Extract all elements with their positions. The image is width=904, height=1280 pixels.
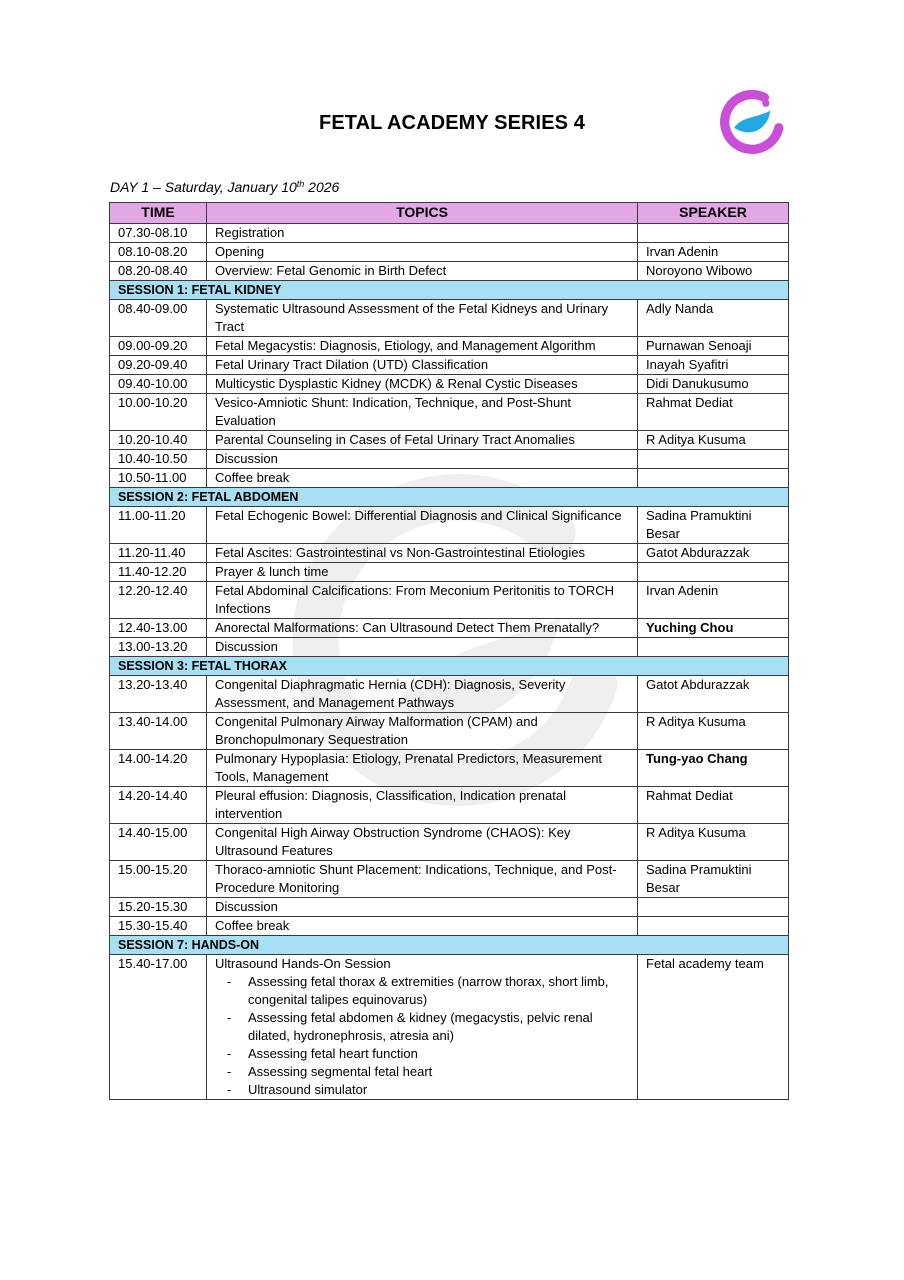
topic-text: Fetal Urinary Tract Dilation (UTD) Classification	[215, 357, 489, 372]
topic-text: Multicystic Dysplastic Kidney (MCDK) & Renal Cystic Diseases	[215, 376, 578, 391]
topic-text: Congenital Diaphragmatic Hernia (CDH): Diagnosis, Severity Assessment, and Management Pathways	[215, 677, 566, 710]
speaker-cell: R Aditya Kusuma	[638, 713, 789, 750]
time-cell: 15.00-15.20	[110, 861, 207, 898]
topic-cell	[207, 563, 638, 582]
topic-text: Thoraco-amniotic Shunt Placement: Indications, Technique, and Post-Procedure Monitoring	[215, 862, 617, 895]
topic-cell	[207, 375, 638, 394]
speaker-cell: Purnawan Senoaji	[638, 337, 789, 356]
topic-cell	[207, 469, 638, 488]
speaker-cell: Sadina Pramuktini Besar	[638, 861, 789, 898]
table-row	[110, 898, 789, 917]
table-row	[110, 713, 789, 750]
speaker-cell: R Aditya Kusuma	[638, 431, 789, 450]
table-row	[110, 224, 789, 243]
time-cell: 12.20-12.40	[110, 582, 207, 619]
table-row	[110, 450, 789, 469]
topic-cell	[207, 356, 638, 375]
topic-cell	[207, 582, 638, 619]
table-row	[110, 544, 789, 563]
table-header-row	[110, 203, 789, 224]
session-title: SESSION 1: FETAL KIDNEY	[110, 281, 789, 300]
topic-text: Pulmonary Hypoplasia: Etiology, Prenatal Predictors, Measurement Tools, Management	[215, 751, 603, 784]
time-cell: 13.40-14.00	[110, 713, 207, 750]
table-row	[110, 582, 789, 619]
topic-cell	[207, 619, 638, 638]
table-row	[110, 861, 789, 898]
topic-cell	[207, 337, 638, 356]
time-cell: 10.20-10.40	[110, 431, 207, 450]
page-title: FETAL ACADEMY SERIES 4	[319, 112, 585, 134]
topic-cell	[207, 824, 638, 861]
topic-text: Coffee break	[215, 918, 290, 933]
speaker-cell: Irvan Adenin	[638, 243, 789, 262]
time-cell: 14.40-15.00	[110, 824, 207, 861]
speaker-cell	[638, 224, 789, 243]
list-item: - Assessing fetal heart function	[227, 1045, 631, 1063]
topic-text: Congenital Pulmonary Airway Malformation (CPAM) and Bronchopulmonary Sequestration	[215, 714, 538, 747]
topic-cell	[207, 861, 638, 898]
topic-text: Prayer & lunch time	[215, 564, 329, 579]
time-cell: 09.40-10.00	[110, 375, 207, 394]
topic-text: Fetal Abdominal Calcifications: From Meconium Peritonitis to TORCH Infections	[215, 583, 615, 616]
topic-text: Discussion	[215, 451, 278, 466]
topic-cell	[207, 955, 638, 1100]
list-item: - Assessing fetal abdomen & kidney (megacystis, pelvic renal dilated, hydronephrosis, atresia ani)	[227, 1009, 631, 1045]
session-row	[110, 281, 789, 300]
topic-cell	[207, 713, 638, 750]
table-row	[110, 750, 789, 787]
topic-text: Registration	[215, 225, 285, 240]
speaker-cell: Didi Danukusumo	[638, 375, 789, 394]
speaker-cell	[638, 638, 789, 657]
session-row	[110, 488, 789, 507]
topic-cell	[207, 638, 638, 657]
time-cell: 09.20-09.40	[110, 356, 207, 375]
time-cell: 10.40-10.50	[110, 450, 207, 469]
speaker-cell: Fetal academy team	[638, 955, 789, 1100]
schedule-table	[109, 202, 789, 1100]
speaker-cell	[638, 898, 789, 917]
topic-text: Systematic Ultrasound Assessment of the Fetal Kidneys and Urinary Tract	[215, 301, 609, 334]
time-cell: 08.40-09.00	[110, 300, 207, 337]
list-item: - Ultrasound simulator	[227, 1081, 631, 1099]
topic-cell	[207, 507, 638, 544]
speaker-cell: Gatot Abdurazzak	[638, 676, 789, 713]
table-row	[110, 469, 789, 488]
speaker-cell: Irvan Adenin	[638, 582, 789, 619]
table-row	[110, 638, 789, 657]
topic-text: Anorectal Malformations: Can Ultrasound Detect Them Prenatally?	[215, 620, 600, 635]
table-row	[110, 955, 789, 1100]
time-cell: 08.10-08.20	[110, 243, 207, 262]
topic-text: Parental Counseling in Cases of Fetal Urinary Tract Anomalies	[215, 432, 575, 447]
speaker-cell	[638, 469, 789, 488]
session-row	[110, 936, 789, 955]
topic-text: Pleural effusion: Diagnosis, Classification, Indication prenatal intervention	[215, 788, 566, 821]
list-item: - Assessing segmental fetal heart	[227, 1063, 631, 1081]
time-cell: 13.00-13.20	[110, 638, 207, 657]
topic-cell	[207, 544, 638, 563]
topic-text: Coffee break	[215, 470, 290, 485]
speaker-cell: Rahmat Dediat	[638, 394, 789, 431]
time-cell: 13.20-13.40	[110, 676, 207, 713]
table-row	[110, 676, 789, 713]
time-cell: 10.00-10.20	[110, 394, 207, 431]
table-row	[110, 394, 789, 431]
header-topics: TOPICS	[207, 203, 638, 224]
day-heading: DAY 1 – Saturday, January 10th 2026	[110, 179, 340, 195]
header-time: TIME	[110, 203, 207, 224]
topic-text: Opening	[215, 244, 265, 259]
table-row	[110, 243, 789, 262]
topic-text: Fetal Megacystis: Diagnosis, Etiology, and Management Algorithm	[215, 338, 596, 353]
table-row	[110, 262, 789, 281]
time-cell: 11.40-12.20	[110, 563, 207, 582]
table-row	[110, 431, 789, 450]
topic-text: Fetal Echogenic Bowel: Differential Diagnosis and Clinical Significance	[215, 508, 622, 523]
speaker-cell: Sadina Pramuktini Besar	[638, 507, 789, 544]
topic-cell	[207, 787, 638, 824]
header-speaker: SPEAKER	[638, 203, 789, 224]
topic-cell	[207, 224, 638, 243]
speaker-cell	[638, 563, 789, 582]
topic-cell	[207, 262, 638, 281]
table-row	[110, 917, 789, 936]
session-title: SESSION 3: FETAL THORAX	[110, 657, 789, 676]
topic-text: Vesico-Amniotic Shunt: Indication, Technique, and Post-Shunt Evaluation	[215, 395, 572, 428]
table-row	[110, 619, 789, 638]
speaker-cell: Gatot Abdurazzak	[638, 544, 789, 563]
time-cell: 14.20-14.40	[110, 787, 207, 824]
table-row	[110, 337, 789, 356]
time-cell: 14.00-14.20	[110, 750, 207, 787]
topic-cell	[207, 243, 638, 262]
topic-text: Ultrasound Hands-On Session	[215, 956, 391, 971]
list-item: - Assessing fetal thorax & extremities (narrow thorax, short limb, congenital talipes equinovarus)	[227, 973, 631, 1009]
time-cell: 07.30-08.10	[110, 224, 207, 243]
time-cell: 15.40-17.00	[110, 955, 207, 1100]
session-title: SESSION 2: FETAL ABDOMEN	[110, 488, 789, 507]
topic-text: Discussion	[215, 899, 278, 914]
speaker-cell	[638, 917, 789, 936]
time-cell: 08.20-08.40	[110, 262, 207, 281]
speaker-cell: Rahmat Dediat	[638, 787, 789, 824]
session-title: SESSION 7: HANDS-ON	[110, 936, 789, 955]
topic-cell	[207, 450, 638, 469]
table-row	[110, 787, 789, 824]
speaker-cell: Yuching Chou	[638, 619, 789, 638]
time-cell: 09.00-09.20	[110, 337, 207, 356]
speaker-cell	[638, 450, 789, 469]
session-row	[110, 657, 789, 676]
table-row	[110, 563, 789, 582]
time-cell: 11.00-11.20	[110, 507, 207, 544]
time-cell: 12.40-13.00	[110, 619, 207, 638]
table-row	[110, 300, 789, 337]
time-cell: 15.30-15.40	[110, 917, 207, 936]
speaker-cell: R Aditya Kusuma	[638, 824, 789, 861]
topic-text: Fetal Ascites: Gastrointestinal vs Non-Gastrointestinal Etiologies	[215, 545, 585, 560]
hands-on-list	[215, 973, 631, 1099]
topic-cell	[207, 917, 638, 936]
topic-text: Congenital High Airway Obstruction Syndrome (CHAOS): Key Ultrasound Features	[215, 825, 571, 858]
topic-cell	[207, 676, 638, 713]
topic-cell	[207, 898, 638, 917]
time-cell: 15.20-15.30	[110, 898, 207, 917]
topic-cell	[207, 431, 638, 450]
topic-cell	[207, 394, 638, 431]
topic-cell	[207, 300, 638, 337]
speaker-cell: Adly Nanda	[638, 300, 789, 337]
speaker-cell: Inayah Syafitri	[638, 356, 789, 375]
table-row	[110, 375, 789, 394]
table-row	[110, 356, 789, 375]
table-row	[110, 507, 789, 544]
topic-cell	[207, 750, 638, 787]
topic-text: Overview: Fetal Genomic in Birth Defect	[215, 263, 447, 278]
time-cell: 11.20-11.40	[110, 544, 207, 563]
speaker-cell: Tung-yao Chang	[638, 750, 789, 787]
table-row	[110, 824, 789, 861]
time-cell: 10.50-11.00	[110, 469, 207, 488]
speaker-cell: Noroyono Wibowo	[638, 262, 789, 281]
topic-text: Discussion	[215, 639, 278, 654]
